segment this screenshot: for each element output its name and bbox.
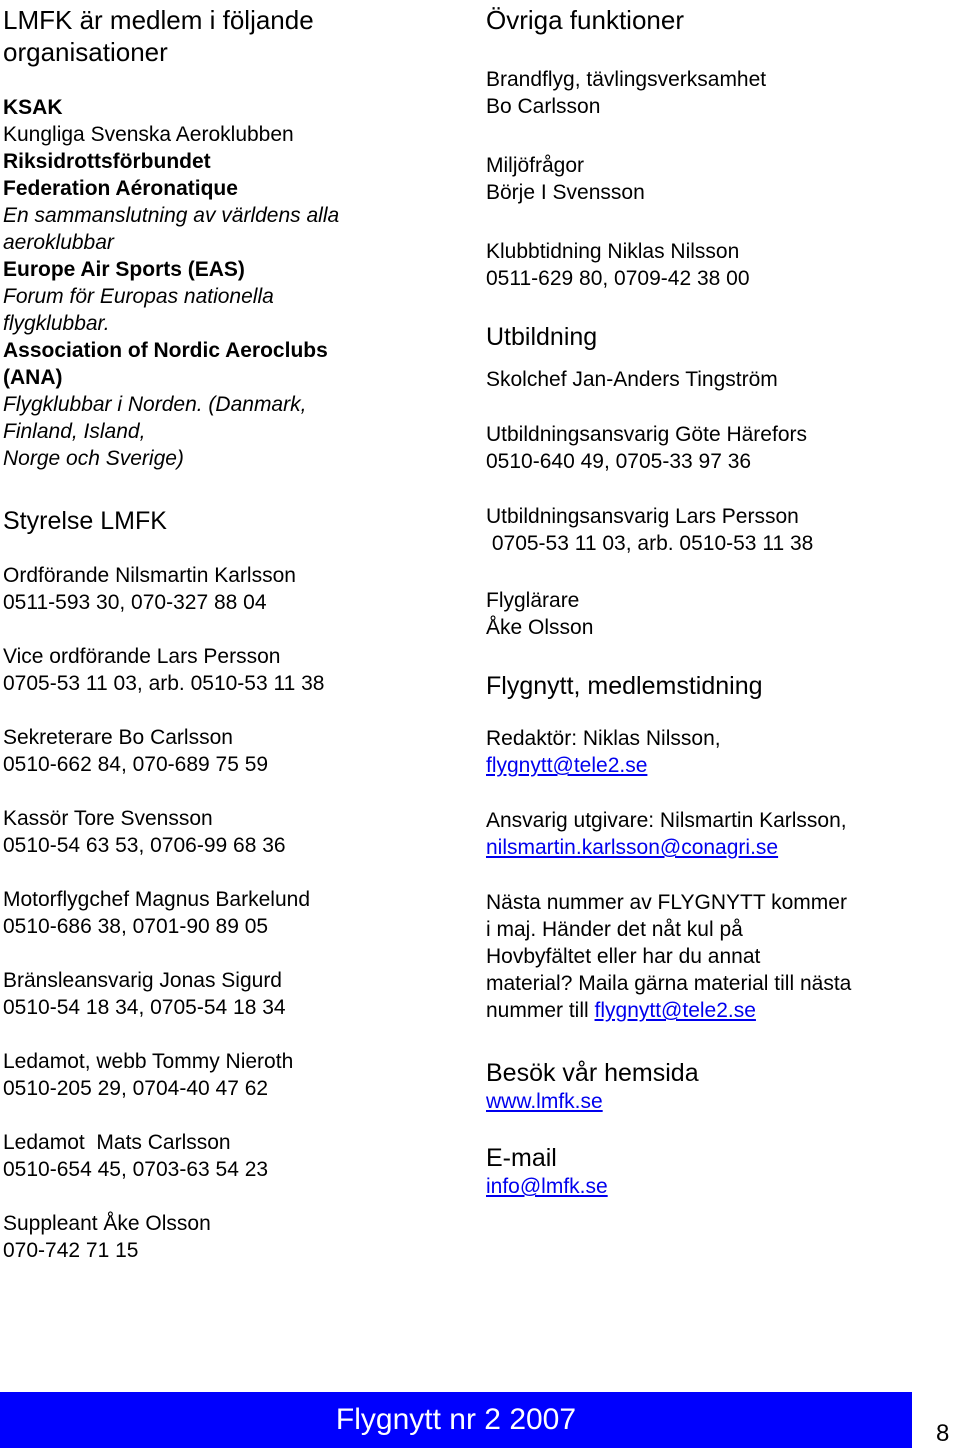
board-member-fuel: [3, 967, 443, 1021]
board-role: Ledamot Mats Carlsson: [3, 1131, 231, 1154]
ksak-desc: Kungliga Svenska Aeroklubben: [3, 123, 294, 146]
ana-desc-line3: Norge och Sverige): [3, 447, 184, 470]
next-issue-email-link[interactable]: flygnytt@tele2.se: [594, 999, 756, 1022]
other-functions-heading: Övriga funktioner: [486, 5, 684, 35]
email-link[interactable]: info@lmfk.se: [486, 1175, 608, 1198]
orgs-heading-line2: organisationer: [3, 37, 168, 67]
board-member-deputy: [3, 1210, 443, 1264]
visit-heading: Besök vår hemsida: [486, 1059, 699, 1087]
board-role: Bränsleansvarig Jonas Sigurd: [3, 969, 282, 992]
next-issue-line4: material? Maila gärna material till nästa: [486, 972, 852, 995]
board-member-motorflight: [3, 886, 443, 940]
skolchef: Skolchef Jan-Anders Tingström: [486, 368, 778, 391]
board-role: Sekreterare Bo Carlsson: [3, 726, 233, 749]
board-phone: 0510-654 45, 0703-63 54 23: [3, 1158, 269, 1181]
board-phone: 0510-54 18 34, 0705-54 18 34: [3, 996, 286, 1019]
ana-title-line1: Association of Nordic Aeroclubs: [3, 339, 328, 362]
footer-banner: Flygnytt nr 2 2007: [0, 1392, 912, 1448]
instructor-person: Åke Olsson: [486, 616, 594, 639]
rf-title: Riksidrottsförbundet: [3, 150, 211, 173]
education-heading: Utbildning: [486, 323, 598, 351]
website-link[interactable]: www.lmfk.se: [486, 1090, 603, 1113]
board-member-member: [3, 1129, 443, 1183]
board-phone: 0510-686 38, 0701-90 89 05: [3, 915, 269, 938]
board-member-web: [3, 1048, 443, 1102]
miljo-role: Miljöfrågor: [486, 154, 585, 177]
board-phone: 070-742 71 15: [3, 1239, 139, 1262]
ana-title-line2: (ANA): [3, 366, 63, 389]
editor-label: Redaktör: Niklas Nilsson,: [486, 727, 721, 750]
next-issue-line2: i maj. Händer det nåt kul på: [486, 918, 743, 941]
newsletter-heading: Flygnytt, medlemstidning: [486, 672, 763, 700]
orgs-heading-line1: LMFK är medlem i följande: [3, 5, 314, 35]
brandflyg-person: Bo Carlsson: [486, 95, 601, 118]
board-role: Kassör Tore Svensson: [3, 807, 213, 830]
miljo-person: Börje I Svensson: [486, 181, 645, 204]
board-phone: 0510-662 84, 070-689 75 59: [3, 753, 269, 776]
board-role: Suppleant Åke Olsson: [3, 1212, 211, 1235]
next-issue-last-text: nummer till: [486, 999, 595, 1022]
board-member-chair: [3, 562, 443, 616]
fai-title: Federation Aéronatique: [3, 177, 238, 200]
fai-desc-line1: En sammanslutning av världens alla: [3, 204, 340, 227]
klubbtidning-phone: 0511-629 80, 0709-42 38 00: [486, 267, 750, 290]
publisher-label: Ansvarig utgivare: Nilsmartin Karlsson,: [486, 809, 847, 832]
ana-desc-line1: Flygklubbar i Norden. (Danmark,: [3, 393, 307, 416]
board-member-vice-chair: [3, 643, 443, 697]
board-role: Motorflygchef Magnus Barkelund: [3, 888, 310, 911]
eas-desc-line2: flygklubbar.: [3, 312, 110, 335]
brandflyg-role: Brandflyg, tävlingsverksamhet: [486, 68, 767, 91]
next-issue-line5: [486, 997, 956, 1024]
right-column: [486, 0, 956, 1200]
ana-desc-line2: Finland, Island,: [3, 420, 146, 443]
board-phone: 0510-205 29, 0704-40 47 62: [3, 1077, 269, 1100]
board-phone: 0511-593 30, 070-327 88 04: [3, 591, 267, 614]
ksak-title: KSAK: [3, 96, 63, 119]
board-role: Ordförande Nilsmartin Karlsson: [3, 564, 296, 587]
board-member-secretary: [3, 724, 443, 778]
board-phone: 0510-54 63 53, 0706-99 68 36: [3, 834, 286, 857]
page-number: 8: [936, 1420, 950, 1447]
fai-desc-line2: aeroklubbar: [3, 231, 114, 254]
publisher-email-link[interactable]: nilsmartin.karlsson@conagri.se: [486, 836, 779, 859]
email-heading: E-mail: [486, 1144, 557, 1172]
board-member-treasurer: [3, 805, 443, 859]
eas-title: Europe Air Sports (EAS): [3, 258, 245, 281]
board-role: Vice ordförande Lars Persson: [3, 645, 281, 668]
board-role: Ledamot, webb Tommy Nieroth: [3, 1050, 294, 1073]
klubbtidning-role: Klubbtidning Niklas Nilsson: [486, 240, 740, 263]
next-issue-line1: Nästa nummer av FLYGNYTT kommer: [486, 891, 847, 914]
utb2-role: Utbildningsansvarig Lars Persson: [486, 505, 799, 528]
instructor-role: Flyglärare: [486, 589, 580, 612]
utb1-phone: 0510-640 49, 0705-33 97 36: [486, 450, 752, 473]
eas-desc-line1: Forum för Europas nationella: [3, 285, 274, 308]
next-issue-line3: Hovbyfältet eller har du annat: [486, 945, 761, 968]
board-phone: 0705-53 11 03, arb. 0510-53 11 38: [3, 672, 325, 695]
editor-email-link[interactable]: flygnytt@tele2.se: [486, 754, 648, 777]
utb2-phone: 0705-53 11 03, arb. 0510-53 11 38: [486, 532, 814, 555]
utb1-role: Utbildningsansvarig Göte Härefors: [486, 423, 807, 446]
left-column: [3, 0, 443, 1264]
board-heading: Styrelse LMFK: [3, 507, 167, 535]
